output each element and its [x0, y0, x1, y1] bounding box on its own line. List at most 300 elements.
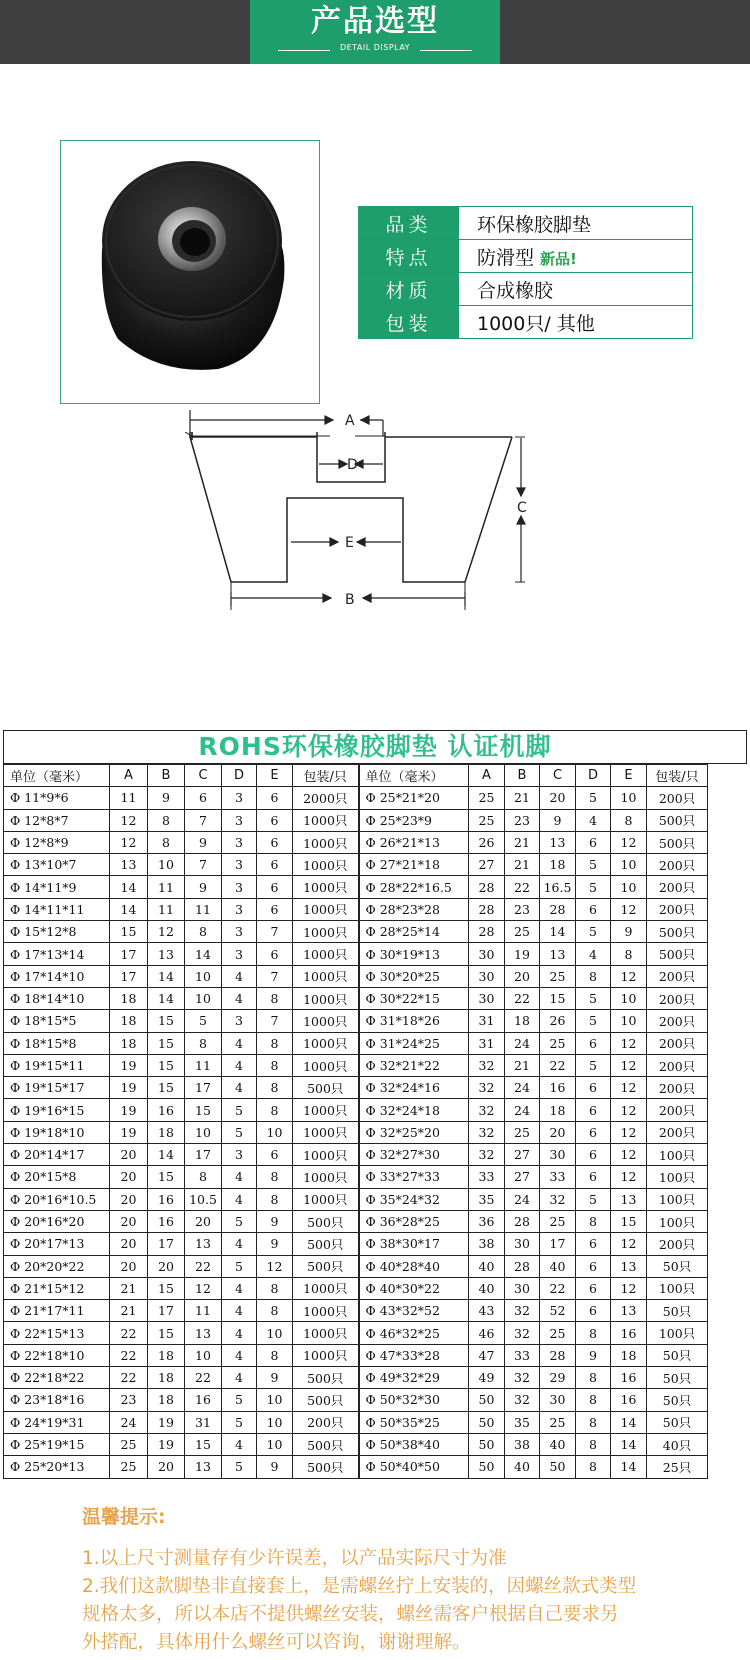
dim-cell: 1000只	[293, 1032, 359, 1054]
dim-cell: 17	[185, 1077, 222, 1099]
size-cell: Φ 25*23*9	[359, 809, 469, 831]
dim-cell: 5	[576, 921, 611, 943]
size-cell: Φ 50*40*50	[359, 1456, 469, 1478]
dim-cell: 38	[505, 1433, 540, 1455]
subtitle-rule-left	[278, 50, 330, 51]
table-row	[4, 854, 708, 876]
dim-cell: 30	[540, 1144, 576, 1166]
dim-cell: 200只	[647, 1099, 708, 1121]
dim-cell: 200只	[647, 1054, 708, 1076]
size-cell: Φ 28*22*16.5	[359, 876, 469, 898]
dim-cell: 8	[257, 1344, 293, 1366]
dim-cell: 500只	[647, 921, 708, 943]
dim-cell: 8	[576, 1322, 611, 1344]
dim-cell: 1000只	[293, 1121, 359, 1143]
dim-cell: 20	[185, 1210, 222, 1232]
dim-cell: 10	[148, 854, 185, 876]
dim-cell: 3	[222, 831, 257, 853]
dim-cell: 24	[110, 1411, 148, 1433]
dim-cell: 200只	[647, 1121, 708, 1143]
dim-cell: 1000只	[293, 809, 359, 831]
dim-cell: 10	[185, 1121, 222, 1143]
header-cell: B	[148, 765, 185, 787]
table-row	[4, 1121, 708, 1143]
dim-cell: 8	[576, 1411, 611, 1433]
table-row	[4, 1300, 708, 1322]
size-cell: Φ 19*15*17	[4, 1077, 110, 1099]
size-cell: Φ 25*19*15	[4, 1433, 110, 1455]
dim-cell: 9	[257, 1233, 293, 1255]
dim-cell: 500只	[293, 1389, 359, 1411]
dim-cell: 12	[611, 831, 647, 853]
dim-cell: 3	[222, 898, 257, 920]
table-row	[4, 1255, 708, 1277]
dim-cell: 1000只	[293, 854, 359, 876]
table-row	[4, 787, 708, 809]
size-cell: Φ 47*33*28	[359, 1344, 469, 1366]
dim-cell: 5	[576, 1010, 611, 1032]
header-cell: 单位（毫米）	[359, 765, 469, 787]
size-table	[3, 764, 708, 1479]
dim-cell: 1000只	[293, 898, 359, 920]
table-row	[4, 1389, 708, 1411]
dim-cell: 25	[540, 1411, 576, 1433]
dim-cell: 1000只	[293, 1322, 359, 1344]
size-cell: Φ 22*18*22	[4, 1367, 110, 1389]
dim-cell: 25	[469, 809, 505, 831]
size-cell: Φ 50*32*30	[359, 1389, 469, 1411]
dim-cell: 14	[611, 1456, 647, 1478]
dim-cell: 6	[257, 787, 293, 809]
dim-cell: 6	[576, 831, 611, 853]
dim-cell: 15	[540, 987, 576, 1009]
size-cell: Φ 31*24*25	[359, 1032, 469, 1054]
dim-cell: 100只	[647, 1166, 708, 1188]
dim-cell: 11	[185, 898, 222, 920]
dim-cell: 8	[576, 1456, 611, 1478]
dim-cell: 14	[110, 898, 148, 920]
dim-cell: 1000只	[293, 1188, 359, 1210]
size-cell: Φ 20*16*10.5	[4, 1188, 110, 1210]
dim-label-a: A	[345, 413, 355, 429]
dim-label-c: C	[517, 500, 527, 516]
dim-cell: 12	[611, 1121, 647, 1143]
dim-cell: 22	[110, 1344, 148, 1366]
dim-cell: 100只	[647, 1210, 708, 1232]
dim-cell: 13	[611, 1255, 647, 1277]
dim-cell: 15	[185, 1099, 222, 1121]
size-cell: Φ 33*27*33	[359, 1166, 469, 1188]
tips-line: 规格太多，所以本店不提供螺丝安装，螺丝需客户根据自己要求另	[82, 1604, 619, 1625]
dim-cell: 5	[222, 1210, 257, 1232]
dim-cell: 27	[505, 1166, 540, 1188]
dim-cell: 12	[611, 965, 647, 987]
dim-cell: 12	[110, 831, 148, 853]
table-row	[4, 1210, 708, 1232]
dim-cell: 24	[505, 1077, 540, 1099]
dim-cell: 26	[540, 1010, 576, 1032]
dim-cell: 3	[222, 787, 257, 809]
dim-cell: 38	[469, 1233, 505, 1255]
size-cell: Φ 15*12*8	[4, 921, 110, 943]
dim-cell: 16	[148, 1099, 185, 1121]
dim-cell: 100只	[647, 1144, 708, 1166]
dim-cell: 18	[505, 1010, 540, 1032]
dim-cell: 5	[576, 1188, 611, 1210]
dim-cell: 1000只	[293, 1166, 359, 1188]
dim-cell: 10	[257, 1121, 293, 1143]
dim-cell: 32	[469, 1054, 505, 1076]
dim-cell: 4	[222, 1277, 257, 1299]
dim-cell: 5	[576, 876, 611, 898]
dim-cell: 19	[148, 1411, 185, 1433]
dim-cell: 25	[110, 1433, 148, 1455]
page-title: 产品选型	[311, 4, 439, 39]
dim-cell: 1000只	[293, 1099, 359, 1121]
dim-label-d: D	[347, 457, 358, 473]
dim-cell: 3	[222, 809, 257, 831]
dim-cell: 100只	[647, 1188, 708, 1210]
dim-cell: 8	[257, 987, 293, 1009]
dim-cell: 8	[257, 1166, 293, 1188]
dim-cell: 16	[611, 1367, 647, 1389]
dim-cell: 3	[222, 943, 257, 965]
dim-cell: 27	[469, 854, 505, 876]
size-cell: Φ 12*8*9	[4, 831, 110, 853]
dim-cell: 13	[110, 854, 148, 876]
size-cell: Φ 19*16*15	[4, 1099, 110, 1121]
dim-cell: 28	[469, 876, 505, 898]
dim-cell: 14	[611, 1411, 647, 1433]
dim-cell: 20	[110, 1210, 148, 1232]
dim-cell: 4	[222, 1032, 257, 1054]
dim-cell: 7	[257, 965, 293, 987]
table-row	[4, 943, 708, 965]
dim-cell: 25	[469, 787, 505, 809]
dim-cell: 40只	[647, 1433, 708, 1455]
spec-key: 品类	[359, 207, 459, 240]
dim-cell: 9	[257, 1367, 293, 1389]
dim-cell: 4	[222, 1054, 257, 1076]
spec-key: 特点	[359, 240, 459, 273]
dim-cell: 1000只	[293, 1277, 359, 1299]
dim-cell: 13	[611, 1188, 647, 1210]
dim-cell: 6	[257, 809, 293, 831]
size-cell: Φ 17*14*10	[4, 965, 110, 987]
dim-cell: 13	[185, 1233, 222, 1255]
tips-line: 1.以上尺寸测量存有少许误差，以产品实际尺寸为准	[82, 1548, 507, 1569]
dim-cell: 8	[257, 1077, 293, 1099]
dim-cell: 12	[611, 1233, 647, 1255]
dim-cell: 8	[257, 1277, 293, 1299]
dim-cell: 32	[469, 1121, 505, 1143]
dim-cell: 32	[505, 1389, 540, 1411]
dim-cell: 20	[110, 1188, 148, 1210]
dim-cell: 5	[576, 1054, 611, 1076]
tips-line: 2.我们这款脚垫非直接套上，是需螺丝拧上安装的，因螺丝款式类型	[82, 1576, 637, 1597]
dim-cell: 6	[576, 898, 611, 920]
size-cell: Φ 14*11*9	[4, 876, 110, 898]
dim-cell: 22	[505, 987, 540, 1009]
dim-cell: 22	[505, 876, 540, 898]
dim-cell: 25	[540, 1210, 576, 1232]
dim-cell: 13	[540, 943, 576, 965]
dim-cell: 49	[469, 1367, 505, 1389]
dim-cell: 16	[611, 1322, 647, 1344]
dim-cell: 200只	[647, 1233, 708, 1255]
size-cell: Φ 18*14*10	[4, 987, 110, 1009]
dim-cell: 8	[148, 831, 185, 853]
header-cell: A	[469, 765, 505, 787]
dim-cell: 11	[148, 898, 185, 920]
dim-cell: 23	[505, 809, 540, 831]
dim-cell: 3	[222, 1010, 257, 1032]
dim-cell: 1000只	[293, 1300, 359, 1322]
dim-cell: 5	[222, 1255, 257, 1277]
table-row	[4, 831, 708, 853]
dim-cell: 47	[469, 1344, 505, 1366]
dim-cell: 25	[540, 965, 576, 987]
dim-cell: 6	[576, 1121, 611, 1143]
size-cell: Φ 19*15*11	[4, 1054, 110, 1076]
dim-cell: 10	[611, 876, 647, 898]
page-subtitle: DETAIL DISPLAY	[339, 43, 411, 52]
dim-cell: 7	[257, 1010, 293, 1032]
dim-cell: 25	[540, 1032, 576, 1054]
dim-cell: 28	[505, 1210, 540, 1232]
dim-cell: 50只	[647, 1389, 708, 1411]
dim-cell: 12	[611, 1166, 647, 1188]
size-cell: Φ 28*23*28	[359, 898, 469, 920]
dim-cell: 50只	[647, 1300, 708, 1322]
table-row	[4, 876, 708, 898]
spec-value	[459, 273, 693, 306]
table-row	[4, 1277, 708, 1299]
dim-cell: 4	[222, 1322, 257, 1344]
table-row	[4, 1233, 708, 1255]
size-cell: Φ 18*15*5	[4, 1010, 110, 1032]
dim-cell: 1000只	[293, 987, 359, 1009]
table-row	[4, 898, 708, 920]
dim-cell: 4	[222, 1344, 257, 1366]
size-cell: Φ 14*11*11	[4, 898, 110, 920]
dim-cell: 22	[110, 1367, 148, 1389]
dim-cell: 200只	[647, 1077, 708, 1099]
dim-cell: 40	[469, 1277, 505, 1299]
dim-cell: 9	[257, 1456, 293, 1478]
dim-cell: 25	[505, 921, 540, 943]
size-cell: Φ 28*25*14	[359, 921, 469, 943]
dim-cell: 3	[222, 921, 257, 943]
dim-cell: 6	[576, 1277, 611, 1299]
dim-cell: 18	[611, 1344, 647, 1366]
dim-cell: 6	[576, 1099, 611, 1121]
size-cell: Φ 20*14*17	[4, 1144, 110, 1166]
dim-cell: 20	[148, 1456, 185, 1478]
dim-cell: 500只	[647, 943, 708, 965]
table-row	[4, 1166, 708, 1188]
dim-cell: 8	[185, 1166, 222, 1188]
size-cell: Φ 20*15*8	[4, 1166, 110, 1188]
size-cell: Φ 32*27*30	[359, 1144, 469, 1166]
dim-cell: 8	[185, 1032, 222, 1054]
table-row	[4, 1456, 708, 1478]
table-row	[4, 1032, 708, 1054]
dim-cell: 18	[148, 1389, 185, 1411]
dim-cell: 19	[110, 1054, 148, 1076]
dim-cell: 4	[222, 1188, 257, 1210]
dim-cell: 500只	[293, 1367, 359, 1389]
size-cell: Φ 35*24*32	[359, 1188, 469, 1210]
size-cell: Φ 32*25*20	[359, 1121, 469, 1143]
dim-cell: 22	[185, 1367, 222, 1389]
dim-cell: 5	[222, 1389, 257, 1411]
dim-cell: 21	[505, 854, 540, 876]
dim-cell: 28	[469, 921, 505, 943]
dim-cell: 11	[185, 1300, 222, 1322]
dim-cell: 28	[469, 898, 505, 920]
size-cell: Φ 19*18*10	[4, 1121, 110, 1143]
dim-cell: 6	[185, 787, 222, 809]
dim-cell: 3	[222, 1144, 257, 1166]
dim-cell: 18	[540, 1099, 576, 1121]
dim-cell: 12	[257, 1255, 293, 1277]
dim-cell: 10	[611, 854, 647, 876]
dim-cell: 15	[185, 1433, 222, 1455]
dim-cell: 32	[505, 1367, 540, 1389]
dim-cell: 6	[257, 876, 293, 898]
dim-cell: 8	[257, 1054, 293, 1076]
size-cell: Φ 40*30*22	[359, 1277, 469, 1299]
dim-cell: 8	[185, 921, 222, 943]
dim-cell: 50	[469, 1389, 505, 1411]
dim-cell: 6	[257, 1144, 293, 1166]
dim-cell: 14	[148, 965, 185, 987]
table-row	[4, 1188, 708, 1210]
dim-cell: 12	[110, 809, 148, 831]
dim-cell: 200只	[647, 965, 708, 987]
header-cell: C	[540, 765, 576, 787]
dim-cell: 25	[540, 1322, 576, 1344]
dim-cell: 500只	[293, 1456, 359, 1478]
size-cell: Φ 21*15*12	[4, 1277, 110, 1299]
dim-cell: 35	[469, 1188, 505, 1210]
dim-cell: 12	[611, 1144, 647, 1166]
dim-cell: 5	[222, 1456, 257, 1478]
size-cell: Φ 32*24*18	[359, 1099, 469, 1121]
size-cell: Φ 22*18*10	[4, 1344, 110, 1366]
new-badge: 新品!	[540, 249, 577, 268]
table-row	[4, 809, 708, 831]
dim-cell: 36	[469, 1210, 505, 1232]
dim-cell: 200只	[293, 1411, 359, 1433]
dim-cell: 20	[540, 787, 576, 809]
dim-cell: 10	[185, 987, 222, 1009]
dim-cell: 16	[148, 1210, 185, 1232]
size-cell: Φ 25*21*20	[359, 787, 469, 809]
size-cell: Φ 26*21*13	[359, 831, 469, 853]
dim-label-b: B	[345, 592, 355, 608]
dim-cell: 10	[611, 1010, 647, 1032]
dim-cell: 19	[110, 1077, 148, 1099]
spec-value-text: 防滑型	[477, 246, 535, 269]
table-row	[4, 965, 708, 987]
dim-cell: 50	[469, 1411, 505, 1433]
dim-cell: 5	[222, 1121, 257, 1143]
dim-cell: 27	[505, 1144, 540, 1166]
dim-cell: 9	[185, 876, 222, 898]
dim-cell: 17	[148, 1233, 185, 1255]
dim-cell: 14	[185, 943, 222, 965]
dim-cell: 16.5	[540, 876, 576, 898]
dim-cell: 10	[611, 787, 647, 809]
size-cell: Φ 23*18*16	[4, 1389, 110, 1411]
dim-cell: 13	[148, 943, 185, 965]
dim-cell: 8	[257, 1032, 293, 1054]
dim-cell: 16	[540, 1077, 576, 1099]
dim-cell: 21	[505, 831, 540, 853]
dim-cell: 200只	[647, 1010, 708, 1032]
dim-cell: 21	[505, 787, 540, 809]
dim-cell: 32	[469, 1077, 505, 1099]
dim-cell: 7	[185, 809, 222, 831]
dim-cell: 4	[222, 1077, 257, 1099]
product-photo-frame	[60, 140, 320, 404]
dim-cell: 23	[505, 898, 540, 920]
dim-cell: 33	[505, 1344, 540, 1366]
dim-cell: 14	[540, 921, 576, 943]
table-row	[4, 921, 708, 943]
size-cell: Φ 50*38*40	[359, 1433, 469, 1455]
dim-cell: 4	[222, 1367, 257, 1389]
dim-cell: 6	[257, 854, 293, 876]
dim-cell: 40	[505, 1456, 540, 1478]
dim-cell: 32	[469, 1144, 505, 1166]
dim-cell: 1000只	[293, 1010, 359, 1032]
dim-cell: 18	[148, 1344, 185, 1366]
size-cell: Φ 49*32*29	[359, 1367, 469, 1389]
dim-cell: 13	[185, 1456, 222, 1478]
dim-cell: 14	[148, 987, 185, 1009]
header-cell: C	[185, 765, 222, 787]
size-cell: Φ 43*32*52	[359, 1300, 469, 1322]
dim-cell: 11	[110, 787, 148, 809]
size-cell: Φ 18*15*8	[4, 1032, 110, 1054]
dim-cell: 200只	[647, 854, 708, 876]
dim-cell: 24	[505, 1188, 540, 1210]
table-row	[4, 1367, 708, 1389]
dim-cell: 8	[576, 1389, 611, 1411]
dim-cell: 8	[576, 965, 611, 987]
dim-cell: 8	[257, 1099, 293, 1121]
dim-cell: 13	[185, 1322, 222, 1344]
dim-cell: 200只	[647, 898, 708, 920]
dim-cell: 20	[148, 1255, 185, 1277]
table-row	[4, 1054, 708, 1076]
dim-cell: 6	[257, 943, 293, 965]
dim-cell: 10	[611, 987, 647, 1009]
dim-cell: 12	[185, 1277, 222, 1299]
rubber-foot-image	[98, 159, 286, 371]
spec-value	[459, 207, 693, 240]
dim-cell: 4	[576, 943, 611, 965]
dim-cell: 17	[110, 965, 148, 987]
dim-cell: 12	[611, 898, 647, 920]
dim-cell: 30	[469, 987, 505, 1009]
tips-heading: 温馨提示:	[82, 1506, 166, 1528]
dim-cell: 18	[110, 1032, 148, 1054]
size-cell: Φ 36*28*25	[359, 1210, 469, 1232]
